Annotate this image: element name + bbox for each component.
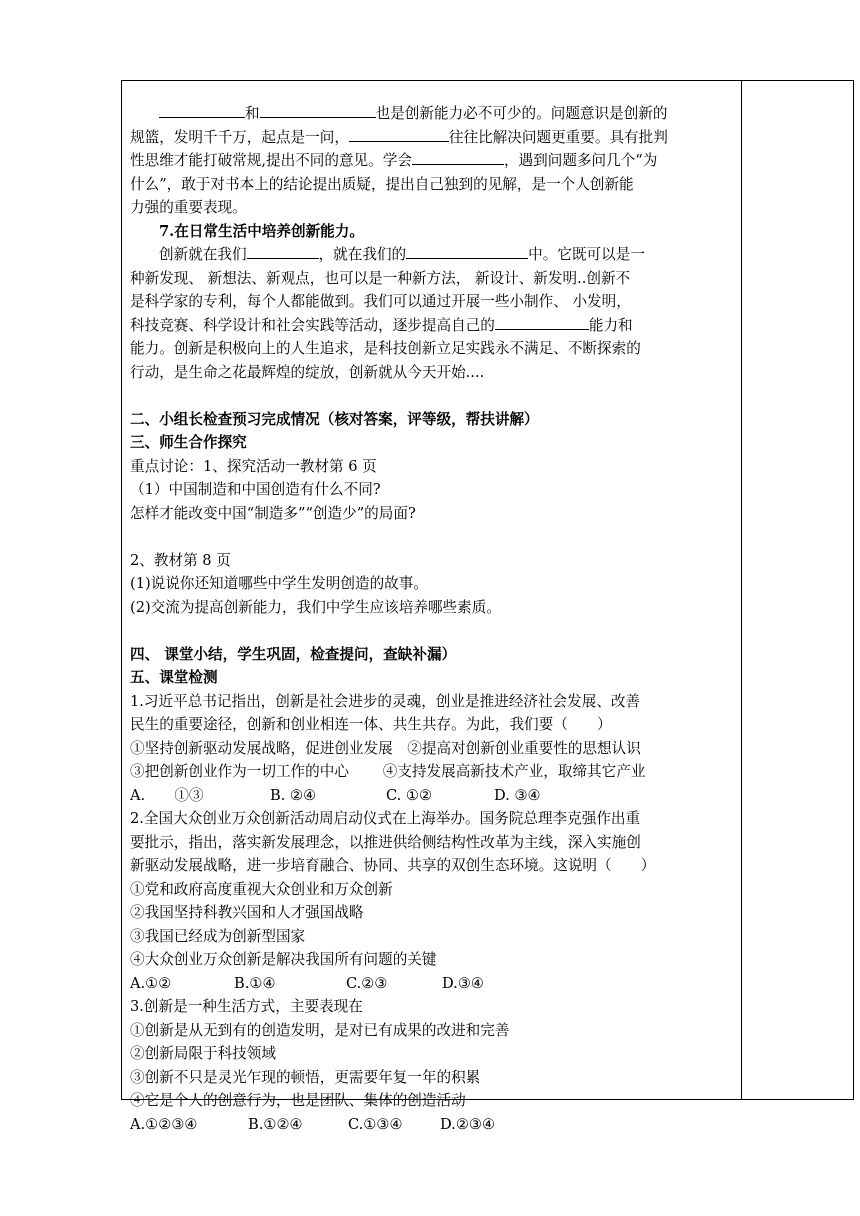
spacer	[130, 619, 735, 643]
q3-line3: ②创新局限于科技领域	[130, 1045, 276, 1062]
section-5-heading: 五、课堂检测	[130, 669, 218, 686]
spacer	[130, 384, 735, 408]
text: 创新就在我们	[159, 246, 247, 263]
para2-line3: 是科学家的专利，每个人都能做到。我们可以通过开展一些小制作、 小发明，	[130, 293, 631, 310]
para1-line1	[130, 102, 735, 126]
q3-line2: ①创新是从无到有的创造发明，是对已有成果的改进和完善	[130, 1021, 510, 1039]
column-divider	[741, 80, 742, 1100]
para2-line6: 行动，是生命之花最辉煌的绽放，创新就从今天开始....	[130, 363, 485, 381]
option-b[interactable]: B.①②④	[248, 1115, 303, 1133]
fill-blank[interactable]	[412, 149, 504, 165]
section-4-heading: 四、 课堂小结，学生巩固，检查提问，查缺补漏）	[130, 645, 457, 663]
option-d[interactable]: D.②③④	[440, 1115, 496, 1133]
option-a[interactable]: A.①②	[130, 974, 172, 992]
text: 能力和	[588, 316, 633, 334]
section-2-heading: 二、小组长检查预习完成情况（核对答案，评等级，帮扶讲解）	[130, 410, 539, 428]
discussion-line3: 怎样才能改变中国“制造多”“创造少”的局面?	[130, 504, 416, 522]
discussion-line5: (1)说说你还知道哪些中学生发明创造的故事。	[130, 575, 428, 592]
discussion-line2: （1）中国制造和中国创造有什么不同?	[130, 481, 381, 498]
text: 也是创新能力必不可少的。问题意识是创新的	[375, 105, 668, 122]
para1-line4: 什么”，敢于对书本上的结论提出质疑，提出自己独到的见解，是一个人创新能	[130, 175, 634, 193]
option-c[interactable]: C.②③	[346, 974, 388, 992]
fill-blank[interactable]	[495, 314, 589, 330]
q2-line2: 要批示，指出，落实新发展理念，以推进供给侧结构性改革为主线，深入实施创	[130, 833, 641, 851]
q3-options	[130, 1113, 735, 1137]
text: 规篮，发明千千万，起点是一问，	[130, 128, 349, 146]
q1-options	[130, 784, 735, 808]
option-a[interactable]: A. ①③	[130, 786, 204, 804]
heading-7: 7.在日常生活中培养创新能力。	[159, 222, 364, 240]
section-3-heading: 三、师生合作探究	[130, 434, 247, 451]
fill-blank[interactable]	[247, 243, 319, 259]
text: 往往比解决问题更重要。具有批判	[448, 128, 668, 146]
option-d[interactable]: D.③④	[442, 974, 484, 992]
option-c[interactable]: C. ①②	[386, 786, 433, 804]
q3-line5: ④它是个人的创意行为，也是团队、集体的创造活动	[130, 1092, 466, 1109]
fill-blank[interactable]	[159, 102, 245, 118]
para1-line3	[130, 149, 735, 173]
q3-line1: 3.创新是一种生活方式，主要表现在	[130, 998, 363, 1015]
option-b[interactable]: B. ②④	[270, 786, 317, 804]
option-c[interactable]: C.①③④	[348, 1115, 403, 1133]
discussion-line4: 2、教材第 8 页	[130, 551, 231, 569]
text: 科技竞赛、科学设计和社会实践等活动，逐步提高自己的	[130, 316, 495, 334]
text: ，遇到问题多问几个“为	[503, 152, 658, 169]
q3-line4: ③创新不只是灵光乍现的顿悟，更需要年复一年的积累	[130, 1068, 481, 1086]
q1-line2: 民生的重要途径，创新和创业相连一体、共生共存。为此，我们要（ ）	[130, 716, 612, 733]
para1-line5: 力强的重要表现。	[130, 199, 247, 216]
q1-line4: ③把创新创业作为一切工作的中心 ④支持发展高新技术产业，取缔其它产业	[130, 763, 646, 780]
q1-line1: 1.习近平总书记指出，创新是社会进步的灵魂，创业是推进经济社会发展、改善	[130, 692, 641, 710]
option-a[interactable]: A.①②③④	[130, 1115, 198, 1133]
discussion-line6: (2)交流为提高创新能力，我们中学生应该培养哪些素质。	[130, 598, 501, 616]
spacer	[130, 525, 735, 549]
para2-line4	[130, 314, 735, 338]
q2-line4: ①党和政府高度重视大众创业和万众创新	[130, 880, 393, 898]
text: 和	[245, 105, 260, 122]
fill-blank[interactable]	[349, 126, 449, 142]
discussion-line1: 重点讨论：1、探究活动一教材第 6 页	[130, 457, 377, 475]
option-d[interactable]: D. ③④	[494, 786, 541, 804]
text: 性思维才能打破常规,提出不同的意见。学会	[130, 152, 412, 169]
q2-line5: ②我国坚持科教兴国和人才强国战略	[130, 904, 364, 921]
para2-line5: 能力。创新是积极向上的人生追求，是科技创新立足实践永不满足、不断探索的	[130, 340, 641, 357]
option-b[interactable]: B.①④	[234, 974, 276, 992]
para1-line2	[130, 126, 735, 150]
fill-blank[interactable]	[406, 243, 528, 259]
lesson-content	[130, 102, 735, 1136]
q1-line3: ①坚持创新驱动发展战略，促进创业发展 ②提高对创新创业重要性的思想认识	[130, 739, 641, 757]
fill-blank[interactable]	[260, 102, 376, 118]
q2-line7: ④大众创业万众创新是解决我国所有问题的关键	[130, 951, 437, 968]
q2-line6: ③我国已经成为创新型国家	[130, 927, 306, 945]
text: ，就在我们的	[318, 246, 407, 263]
text: 中。它既可以是一	[528, 246, 645, 263]
q2-line3: 新驱动发展战略，进一步培育融合、协同、共享的双创生态环境。这说明（ ）	[130, 857, 656, 874]
q2-line1: 2.全国大众创业万众创新活动周启动仪式在上海举办。国务院总理李克强作出重	[130, 810, 641, 827]
para2-line2: 种新发现、 新想法、新观点，也可以是一种新方法， 新设计、新发明..创新不	[130, 269, 631, 287]
q2-options	[130, 972, 735, 996]
para2-line1	[130, 243, 735, 267]
